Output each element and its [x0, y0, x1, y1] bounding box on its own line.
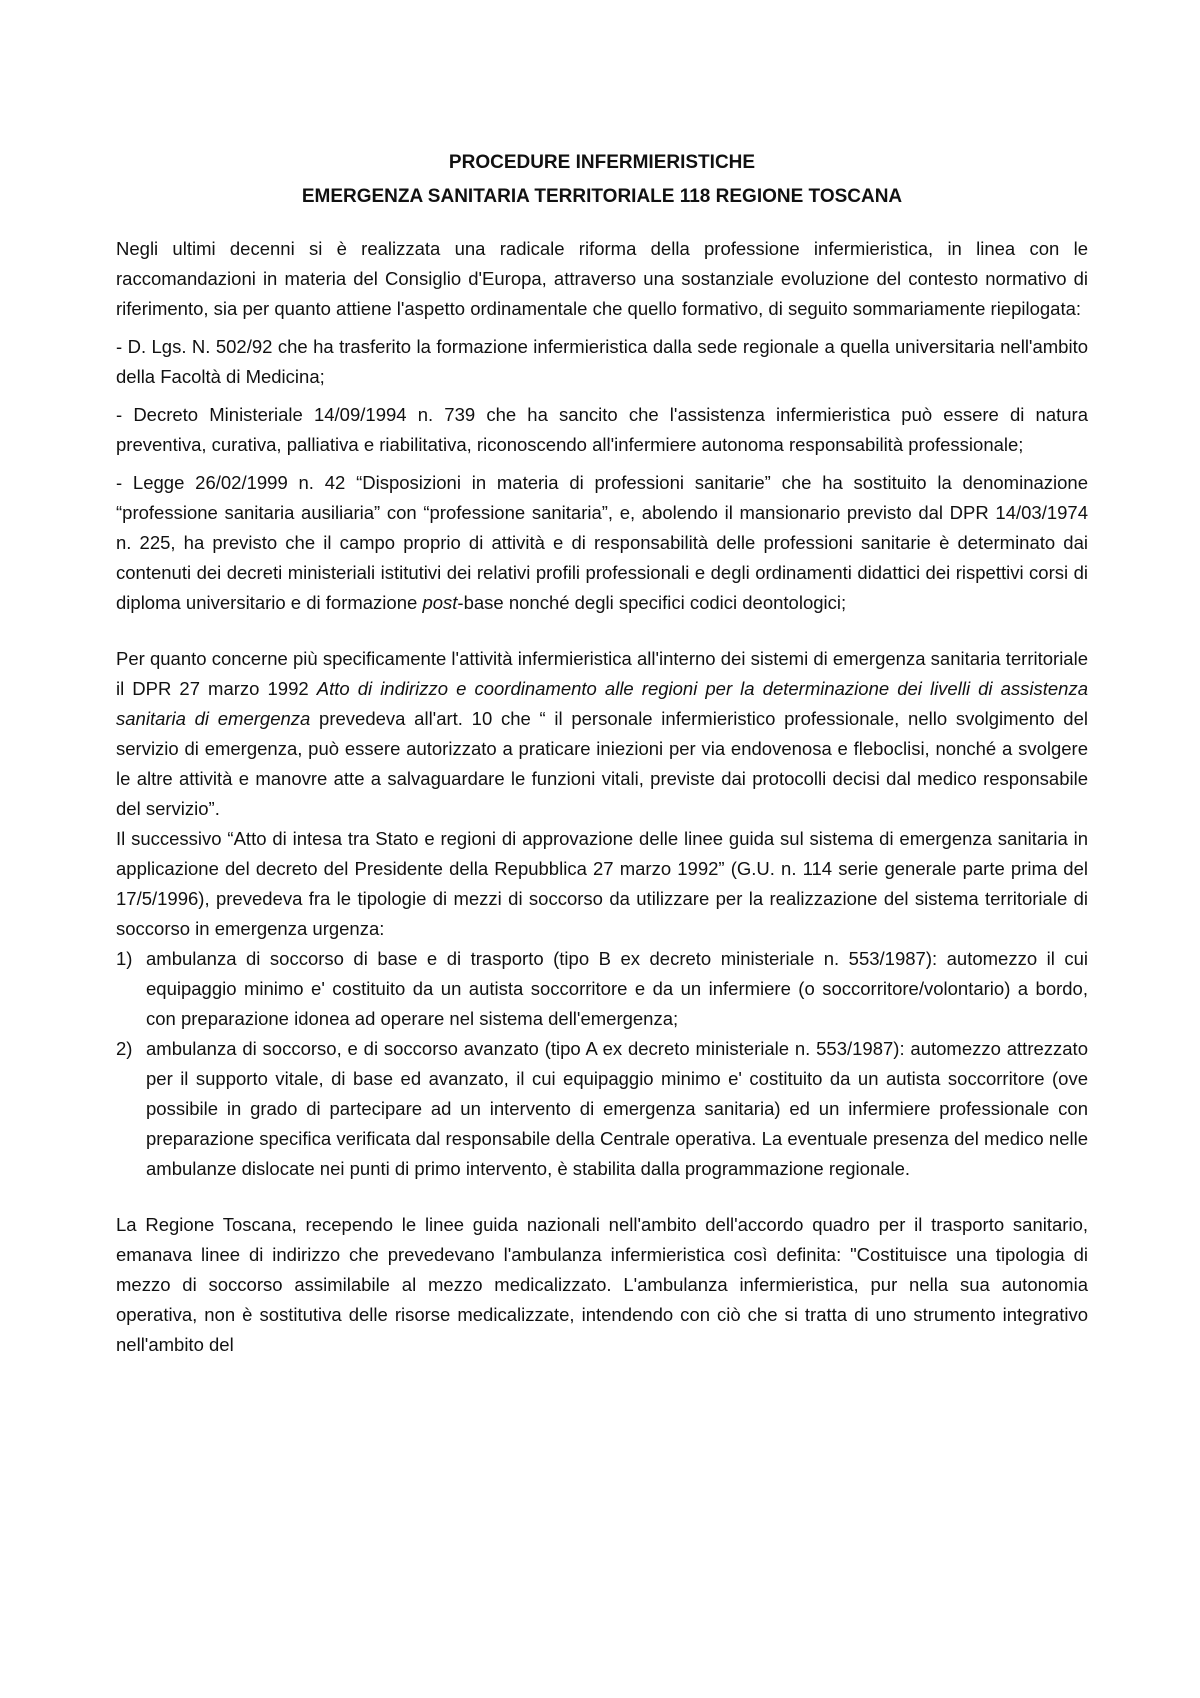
list-item-text: ambulanza di soccorso, e di soccorso avanzato (tipo A ex decreto ministeriale n. 553/1987): automezzo attrezzato per il supporto vitale, di base ed avanzato, il cui equipaggio minimo e' costituito da un autista soccorritore (ove possibile in grado di partecipare ad un intervento di emergenza sanitaria) ed un infermiere professionale con preparazione specifica verificata dal responsabile della Centrale operativa. La eventuale presenza del medico nelle ambulanze dislocate nei punti di primo intervento, è stabilita dalla programmazione regionale. [146, 1038, 1088, 1179]
ambulance-types-list [116, 944, 1088, 1184]
dpr-text-b: prevedeva all'art. 10 che “ il personale infermieristico professionale, nello svolgimento del servizio di emergenza, può essere autorizzato a praticare iniezioni per via endovenosa e fleboclisi, nonché a svolgere le altre attività e manovre atte a salvaguardare le funzioni vitali, previste dai protocolli decisi dal medico responsabile del servizio”. [116, 708, 1088, 819]
list-item [116, 1034, 1088, 1184]
legge-item [116, 468, 1088, 618]
dpr-paragraph [116, 644, 1088, 824]
document-title-line2: EMERGENZA SANITARIA TERRITORIALE 118 REGIONE TOSCANA [301, 186, 903, 207]
document-page [116, 146, 1088, 1360]
toscana-paragraph: La Regione Toscana, recependo le linee guida nazionali nell'ambito dell'accordo quadro per il trasporto sanitario, emanava linee di indirizzo che prevedevano l'ambulanza infermieristica così definita: "Costituisce una tipologia di mezzo di soccorso assimilabile al mezzo medicalizzato. L'ambulanza infermieristica, pur nella sua autonomia operativa, non è sostitutiva delle risorse medicalizzate, intendendo con ciò che si tratta di uno strumento integrativo nell'ambito del [116, 1214, 1088, 1355]
legge-item-text-b: -base nonché degli specifici codici deontologici; [457, 592, 847, 613]
intesa-paragraph: Il successivo “Atto di intesa tra Stato e regioni di approvazione delle linee guida sul sistema di emergenza sanitaria in applicazione del decreto del Presidente della Repubblica 27 marzo 1992” (G.U. n. 114 serie generale parte prima del 17/5/1996), prevedeva fra le tipologie di mezzi di soccorso da utilizzare per la realizzazione del sistema territoriale di soccorso in emergenza urgenza: [116, 828, 1088, 939]
list-item [116, 944, 1088, 1034]
dlgs-item: - D. Lgs. N. 502/92 che ha trasferito la formazione infermieristica dalla sede regionale a quella universitaria nell'ambito della Facoltà di Medicina; [116, 336, 1088, 387]
legge-item-italic: post [422, 592, 458, 613]
dm-item: - Decreto Ministeriale 14/09/1994 n. 739 che ha sancito che l'assistenza infermieristica può essere di natura preventiva, curativa, palliativa e riabilitativa, riconoscendo all'infermiere autonoma responsabilità professionale; [116, 404, 1088, 455]
legge-item-text-a: - Legge 26/02/1999 n. 42 “Disposizioni in materia di professioni sanitarie” che ha sostituito la denominazione “professione sanitaria ausiliaria” con “professione sanitaria”, e, abolendo il mansionario previsto dal DPR 14/03/1974 n. 225, ha previsto che il campo proprio di attività e di responsabilità delle professioni sanitarie è determinato dai contenuti dei decreti ministeriali istitutivi dei relativi profili professionali e degli ordinamenti didattici dei rispettivi corsi di diploma universitario e di formazione [116, 472, 1088, 613]
dpr-italic-title: Atto di indirizzo e coordinamento alle regioni per la determinazione dei livelli di assistenza sanitaria di emergenza [116, 678, 1088, 729]
list-item-number: 2) [116, 1038, 133, 1059]
document-title-line1: PROCEDURE INFERMIERISTICHE [448, 152, 756, 173]
list-item-number: 1) [116, 948, 133, 969]
document-body [116, 234, 1088, 1360]
intro-paragraph: Negli ultimi decenni si è realizzata una radicale riforma della professione infermieristica, in linea con le raccomandazioni in materia del Consiglio d'Europa, attraverso una sostanziale evoluzione del contesto normativo di riferimento, sia per quanto attiene l'aspetto ordinamentale che quello formativo, di seguito sommariamente riepilogata: [116, 238, 1088, 319]
list-item-text: ambulanza di soccorso di base e di trasporto (tipo B ex decreto ministeriale n. 553/1987): automezzo il cui equipaggio minimo e' costituito da un autista soccorritore e da un infermiere (o soccorritore/volontario) a bordo, con preparazione idonea ad operare nel sistema dell'emergenza; [146, 948, 1088, 1029]
dpr-text-a: Per quanto concerne più specificamente l'attività infermieristica all'interno dei sistemi di emergenza sanitaria territoriale il DPR 27 marzo 1992 [116, 648, 1088, 699]
